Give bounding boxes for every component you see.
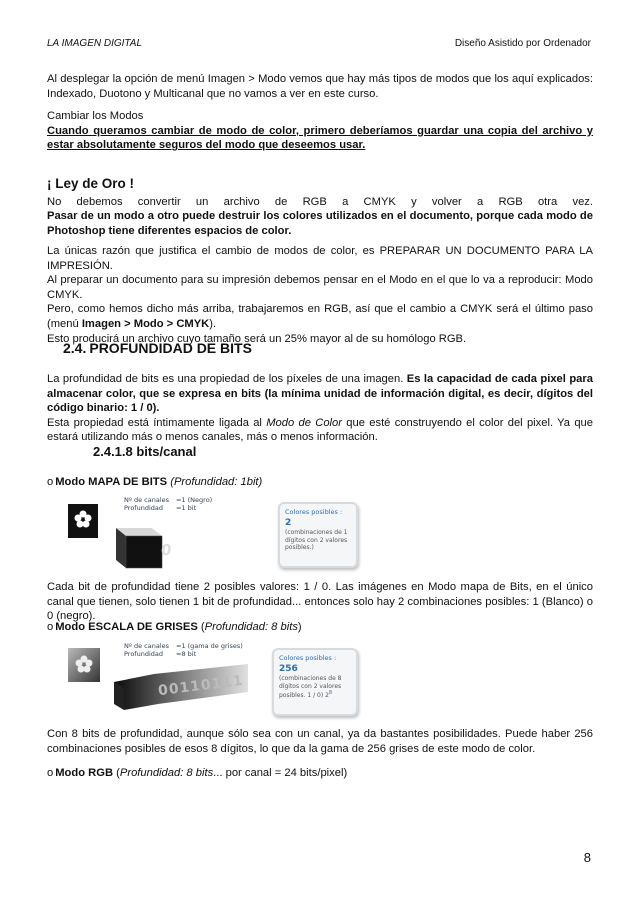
section-heading (63, 341, 609, 356)
grayscale-colors-card (272, 648, 358, 716)
rgb-mode-item: o Modo RGB (Profundidad: 8 bits... por canal = 24 bits/pixel) (47, 767, 348, 779)
grayscale-mode-item: o Modo ESCALA DE GRISES (Profundidad: 8 bits) (47, 621, 302, 633)
page-number: 8 (583, 850, 591, 865)
subsection-heading: 2.4.1.8 bits/canal (93, 444, 197, 459)
section-number: 2.4. (63, 340, 87, 356)
bitmap-colors-card (278, 502, 358, 568)
intro-paragraph: Al desplegar la opción de menú Imagen > Modo vemos que hay más tipos de modos que los aquí explicados: Indexado, Duotono y Multicanal que no vamos a ver en este curso. (47, 73, 593, 100)
section-title: PROFUNDIDAD DE BITS (89, 340, 252, 356)
grayscale-binary-digits: 00110111 (157, 672, 245, 700)
grayscale-channels-value: =1 (gama de grises) (176, 642, 243, 650)
header-left: LA IMAGEN DIGITAL (47, 38, 143, 49)
change-modes-block (47, 109, 593, 153)
header-right: Diseño Asistido por Ordenador (454, 38, 591, 49)
bitmap-card-number: 2 (285, 518, 292, 528)
golden-rule-bold: Pasar de un modo a otro puede destruir los colores utilizados en el documento, porque cada modo de Photoshop tiene diferentes espacios de color. (47, 210, 593, 237)
print-line-1: La únicas razón que justifica el cambio de modos de color, es PREPARAR UN DOCUMENTO PARA LA IMPRESIÓN. (47, 245, 593, 272)
print-line-4: Esto producirá un archivo cuyo tamaño será un 25% mayor al de su homólogo RGB. (47, 332, 467, 345)
grayscale-depth-value: =8 bit (176, 650, 197, 658)
grayscale-card-description: (combinaciones de 8 dígitos con 2 valores posibles. 1 / 0) $2^8$ (279, 675, 342, 699)
print-line-2: Al preparar un documento para su impresión debemos pensar en el Modo en el que lo va a reproducir: Modo CMYK. (47, 274, 593, 301)
bitmap-channels-label: Nº de canales (124, 496, 170, 504)
bit-depth-paragraph: La profundidad de bits es una propiedad de los píxeles de una imagen. Es la capacidad de cada pixel para almacenar color, que se expresa en bits (la mínima unidad de información digital, es decir, dígitos del código binario: 1 / 0). Esta propiedad está íntimamente ligada al Modo de Color que esté construyendo el color del pixel. Ya que estará utilizando más o menos canales, más o menos información. (47, 373, 593, 444)
grayscale-figure (62, 638, 352, 720)
golden-rule-block (47, 177, 593, 238)
bitmap-sample-image (68, 504, 98, 538)
grayscale-card-number: 256 (279, 664, 298, 674)
bitmap-depth-value: =1 bit (176, 504, 197, 512)
bitmap-channels-value: =1 (Negro) (176, 496, 213, 504)
bitmap-cube-digit: 0 (160, 541, 173, 559)
bitmap-figure (62, 492, 352, 572)
grayscale-explanation: Con 8 bits de profundidad, aunque sólo sea con un canal, ya da bastantes posibilidades. Puede haber 256 combinaciones posibles de esos 8 dígitos, lo que da la gama de 256 grises de este modo de color. (47, 728, 593, 755)
print-line-3: Pero, como hemos dicho más arriba, trabajaremos en RGB, así que el cambio a CMYK será el último paso (menú Imagen > Modo > CMYK). (47, 303, 593, 330)
page-header (47, 38, 591, 52)
print-paragraph (47, 244, 593, 346)
grayscale-channels-label: Nº de canales (124, 642, 170, 650)
change-modes-warning: Cuando queramos cambiar de modo de color, primero deberíamos guardar una copia del archivo y estar absolutamente seguros del modo que deseemos usar. (47, 124, 593, 152)
bitmap-card-title: Colores posibles : (285, 508, 343, 516)
change-modes-title: Cambiar los Modos (47, 110, 144, 122)
golden-rule-title: ¡ Ley de Oro ! (47, 176, 135, 191)
grayscale-sample-image (68, 648, 100, 682)
grayscale-depth-label: Profundidad (124, 650, 164, 658)
golden-rule-line: No debemos convertir un archivo de RGB a CMYK y volver a RGB otra vez. (47, 195, 593, 208)
bitmap-card-description: (combinaciones de 1 dígitos con 2 valores posibles.) (285, 529, 348, 551)
bitmap-explanation: Cada bit de profundidad tiene 2 posibles valores: 1 / 0. Las imágenes en Modo mapa de Bits, en el único canal que tienen, solo tienen 1 bit de profundidad... entonces solo hay 2 combinaciones posibles: 1 (Blanco) o 0 (negro). (47, 581, 593, 623)
bitmap-depth-label: Profundidad (124, 504, 164, 512)
grayscale-card-title: Colores posibles : (279, 654, 337, 662)
bitmap-mode-item: o Modo MAPA DE BITS (Profundidad: 1bit) (47, 476, 263, 488)
